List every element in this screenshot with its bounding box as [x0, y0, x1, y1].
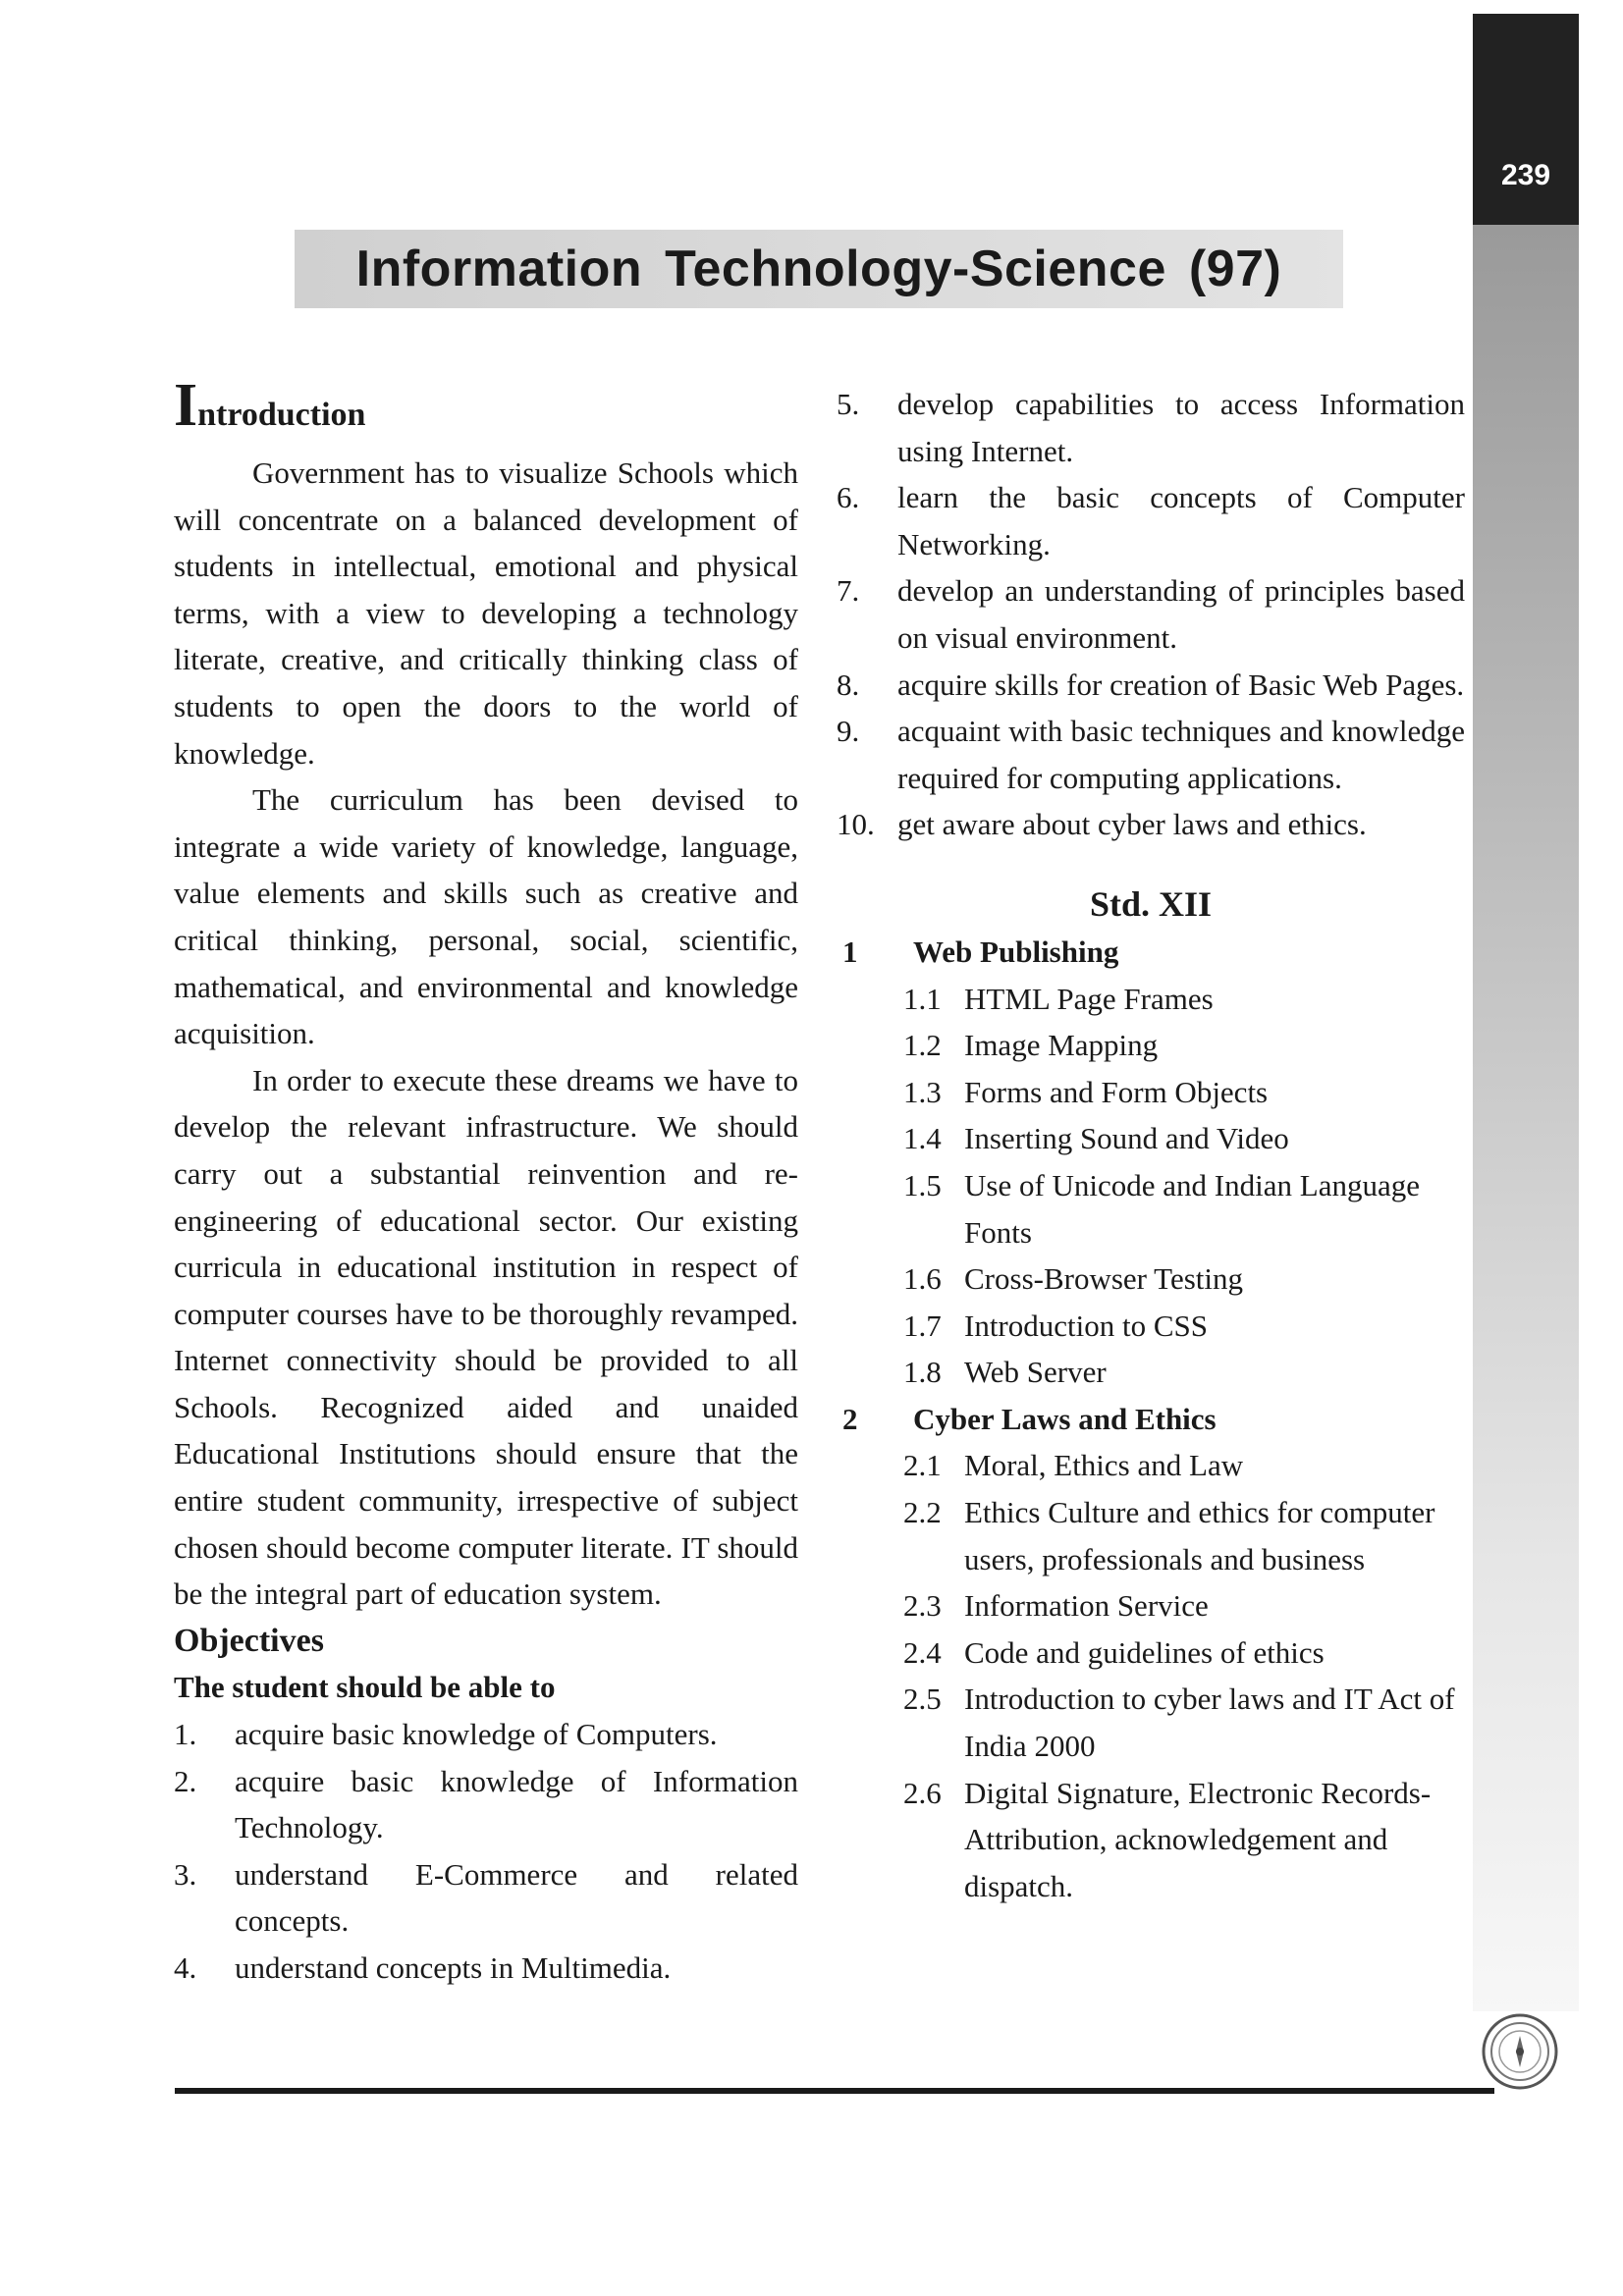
topic-number: 1.4: [903, 1121, 942, 1156]
objective-number: 5.: [837, 387, 860, 421]
objective-text: understand concepts in Multimedia.: [235, 1950, 672, 1985]
objective-item: [837, 801, 1465, 848]
objective-number: 10.: [837, 807, 875, 842]
intro-paragraph: In order to execute these dreams we have to develop the relevant infrastructure. We should carry out a substantial reinvention and re-engineering of educational sector. Our existing curricula in educational institution in respect of computer courses have to be thoroughly revamped. Internet connectivity should be provided to all Schools. Recognized aided and unaided Educational Institutions should ensure that the entire student community, irrespective of subject chosen should become computer literate. IT should be the integral part of education system.: [174, 1062, 798, 1612]
topic-item: [837, 1629, 1465, 1677]
topic-number: 2.6: [903, 1775, 942, 1810]
topic-item: [837, 1582, 1465, 1629]
topic-item: [837, 1022, 1465, 1069]
topic-text: Moral, Ethics and Law: [964, 1448, 1244, 1483]
objective-text: develop capabilities to access Information using Internet.: [897, 387, 1465, 468]
topic-number: 2.4: [903, 1634, 942, 1670]
topic-item: [837, 1115, 1465, 1162]
objective-text: acquaint with basic techniques and knowledge required for computing applications.: [897, 714, 1465, 795]
right-column: [837, 381, 1465, 1909]
topic-number: 1.1: [903, 981, 942, 1016]
objective-number: 6.: [837, 480, 860, 515]
topic-number: 1.5: [903, 1167, 942, 1202]
left-column: [174, 371, 798, 1992]
topic-item: [837, 1489, 1465, 1582]
topic-text: Image Mapping: [964, 1028, 1159, 1063]
topic-item: [837, 1349, 1465, 1396]
objective-number: 9.: [837, 714, 860, 749]
objective-text: acquire basic knowledge of Information Technology.: [235, 1763, 798, 1845]
emblem-seal-icon: [1481, 2012, 1559, 2091]
introduction-heading: [174, 371, 798, 450]
objective-number: 3.: [174, 1856, 197, 1892]
topic-number: 2.5: [903, 1682, 942, 1717]
page-title: Information Technology-Science (97): [355, 240, 1282, 297]
introduction-heading-rest: ntroduction: [197, 397, 366, 433]
intro-paragraph: Government has to visualize Schools which will concentrate on a balanced development of students in intellectual, emotional and physical terms, with a view to developing a technology literate, creative, and critically thinking class of students to open the doors to the world of knowledge.: [174, 455, 798, 771]
objective-text: acquire skills for creation of Basic Web Pages.: [897, 667, 1465, 702]
topic-number: 1.6: [903, 1261, 942, 1297]
topic-text: Use of Unicode and Indian Language Fonts: [964, 1167, 1420, 1250]
topic-number: 2.3: [903, 1588, 942, 1624]
topic-item: [837, 1442, 1465, 1489]
topic-item: [837, 1303, 1465, 1350]
topic-item: [837, 1255, 1465, 1303]
objective-text: acquire basic knowledge of Computers.: [235, 1717, 718, 1752]
topic-text: Introduction to cyber laws and IT Act of India 2000: [964, 1682, 1455, 1764]
page-number: 239: [1500, 159, 1551, 191]
topic-text: Web Server: [964, 1355, 1107, 1390]
topic-number: 2.2: [903, 1495, 942, 1530]
topic-text: Forms and Form Objects: [964, 1074, 1269, 1109]
objective-item: [837, 381, 1465, 474]
objectives-list-left: [174, 1711, 798, 1992]
topic-text: HTML Page Frames: [964, 981, 1214, 1016]
topic-text: Inserting Sound and Video: [964, 1121, 1289, 1156]
unit-number: 1: [842, 934, 858, 969]
topic-text: Cross-Browser Testing: [964, 1261, 1243, 1297]
objective-text: learn the basic concepts of Computer Networking.: [897, 480, 1465, 561]
unit-heading: [837, 929, 1465, 976]
topic-item: [837, 1770, 1465, 1910]
topic-item: [837, 1069, 1465, 1116]
topic-text: Information Service: [964, 1588, 1209, 1624]
introduction-dropcap: I: [174, 372, 198, 439]
topic-item: [837, 976, 1465, 1023]
unit-heading: [837, 1396, 1465, 1443]
title-banner: [295, 230, 1343, 308]
footer-rule: [175, 2088, 1494, 2094]
topic-number: 1.3: [903, 1074, 942, 1109]
objective-item: [174, 1945, 798, 1992]
intro-paragraph: The curriculum has been devised to integrate a wide variety of knowledge, language, value elements and skills such as creative and critical thinking, personal, social, scientific, mathematical, and environmental and knowledge acquisition.: [174, 782, 798, 1051]
unit-title: Cyber Laws and Ethics: [913, 1401, 1217, 1436]
objective-number: 4.: [174, 1950, 197, 1985]
unit-title: Web Publishing: [913, 934, 1119, 969]
side-gradient-bar: [1473, 225, 1579, 2011]
objective-item: [837, 708, 1465, 801]
topic-text: Digital Signature, Electronic Records-Attribution, acknowledgement and dispatch.: [964, 1775, 1432, 1903]
topic-number: 1.7: [903, 1308, 942, 1343]
objective-item: [837, 662, 1465, 709]
objective-number: 7.: [837, 573, 860, 609]
unit-number: 2: [842, 1401, 858, 1436]
objective-number: 8.: [837, 667, 860, 702]
topic-number: 2.1: [903, 1448, 942, 1483]
objectives-list-right: [837, 381, 1465, 848]
topic-text: Introduction to CSS: [964, 1308, 1209, 1343]
topic-text: Ethics Culture and ethics for computer users, professionals and business: [964, 1495, 1435, 1576]
side-tab: [1473, 14, 1579, 225]
objective-item: [174, 1758, 798, 1851]
topic-text: Code and guidelines of ethics: [964, 1634, 1325, 1670]
objective-item: [174, 1711, 798, 1758]
objective-text: get aware about cyber laws and ethics.: [897, 807, 1367, 842]
topic-item: [837, 1162, 1465, 1255]
objectives-subheading: The student should be able to: [174, 1670, 556, 1705]
topic-number: 1.8: [903, 1355, 942, 1390]
objective-text: develop an understanding of principles based on visual environment.: [897, 573, 1465, 655]
objectives-heading: Objectives: [174, 1622, 324, 1659]
objective-item: [837, 474, 1465, 567]
objective-text: understand E-Commerce and related concepts.: [235, 1856, 798, 1939]
objective-number: 2.: [174, 1763, 197, 1798]
objective-item: [174, 1851, 798, 1945]
topic-number: 1.2: [903, 1028, 942, 1063]
objective-item: [837, 567, 1465, 661]
std-heading: Std. XII: [1089, 883, 1213, 924]
topic-item: [837, 1676, 1465, 1769]
objective-number: 1.: [174, 1717, 197, 1752]
